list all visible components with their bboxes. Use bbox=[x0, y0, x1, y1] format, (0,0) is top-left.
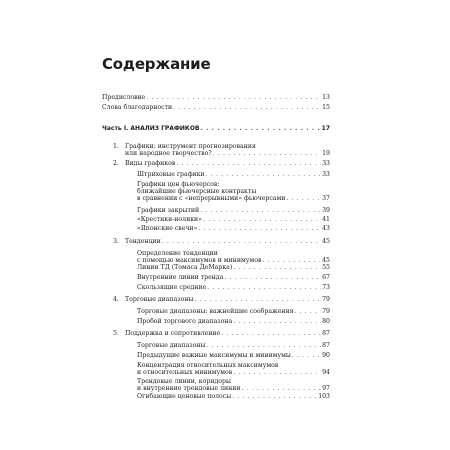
dot-leader bbox=[200, 207, 321, 214]
dot-leader bbox=[206, 342, 321, 349]
dot-leader bbox=[242, 385, 322, 392]
toc-section[interactable] bbox=[137, 264, 330, 271]
dot-leader bbox=[201, 125, 321, 132]
dot-leader bbox=[206, 171, 321, 178]
toc-section[interactable] bbox=[137, 274, 330, 281]
dot-leader bbox=[213, 150, 321, 157]
page-number: 73 bbox=[322, 284, 330, 291]
dot-leader bbox=[221, 330, 321, 337]
page-title: Содержание bbox=[102, 55, 211, 73]
page-number: 87 bbox=[322, 330, 330, 337]
toc-chapter-1[interactable] bbox=[125, 143, 330, 157]
entry-text-line: Определение тенденции bbox=[137, 250, 218, 257]
toc-section[interactable] bbox=[137, 393, 330, 400]
toc-section[interactable] bbox=[137, 352, 330, 359]
page-number: 67 bbox=[322, 274, 330, 281]
entry-text-line: Предыдущие важные максимумы и минимумы bbox=[137, 352, 291, 359]
entry-text-line: Торговые диапазоны: важнейшие соображения bbox=[137, 308, 294, 315]
toc-chapter-4[interactable] bbox=[125, 296, 330, 303]
page-number: 15 bbox=[322, 104, 330, 111]
entry-text-line: Пробой торгового диапазона bbox=[137, 318, 233, 325]
chapter-number: 3. bbox=[113, 238, 119, 245]
entry-text-line: и внутренние трендовые линии bbox=[137, 385, 241, 393]
page-number: 45 bbox=[322, 257, 330, 265]
chapter-number: 2. bbox=[113, 160, 119, 167]
entry-text-line: Поддержка и сопротивление bbox=[125, 330, 221, 337]
toc-section[interactable] bbox=[137, 318, 330, 325]
entry-text-line: «Крестики-нолики» bbox=[137, 216, 202, 223]
dot-leader bbox=[295, 308, 322, 315]
entry-text-line: Часть I. АНАЛИЗ ГРАФИКОВ bbox=[102, 125, 200, 132]
entry-text-line: Тенденции bbox=[125, 238, 161, 245]
entry-text-line: Линии ТД (Томаса ДеМарка) bbox=[137, 264, 233, 271]
page-number: 80 bbox=[322, 318, 330, 325]
entry-text-line: Внутренние линии тренда bbox=[137, 274, 224, 281]
dot-leader bbox=[233, 369, 321, 376]
dot-leader bbox=[233, 264, 321, 271]
toc-chapter-5[interactable] bbox=[125, 330, 330, 337]
toc-part-1[interactable] bbox=[102, 125, 330, 132]
toc-section[interactable] bbox=[137, 216, 330, 223]
entry-text-line: «Японские свечи» bbox=[137, 225, 198, 232]
page-number: 87 bbox=[322, 342, 330, 349]
page-number: 79 bbox=[322, 308, 330, 315]
dot-leader bbox=[232, 393, 317, 400]
page-number: 90 bbox=[322, 352, 330, 359]
dot-leader bbox=[198, 225, 321, 232]
chapter-number: 4. bbox=[113, 296, 119, 303]
chapter-number: 1. bbox=[113, 143, 119, 150]
toc-section[interactable] bbox=[137, 342, 330, 349]
entry-text-line: с помощью максимумов и минимумов bbox=[137, 257, 262, 265]
entry-text-line: Концентрация относительных максимумов bbox=[137, 362, 279, 369]
toc-section[interactable] bbox=[137, 284, 330, 291]
chapter-number: 5. bbox=[113, 330, 119, 337]
page-number: 33 bbox=[322, 160, 330, 167]
toc-section[interactable] bbox=[137, 308, 330, 315]
entry-text-line: Слова благодарности bbox=[102, 104, 173, 111]
page-number: 43 bbox=[322, 225, 330, 232]
toc-section[interactable] bbox=[137, 362, 330, 376]
page-number: 13 bbox=[322, 94, 330, 101]
toc-section[interactable] bbox=[137, 181, 330, 203]
dot-leader bbox=[203, 216, 321, 223]
page-number: 41 bbox=[322, 216, 330, 223]
page-number: 19 bbox=[322, 150, 330, 158]
entry-text-line: Графики закрытий bbox=[137, 207, 200, 214]
page-number: 97 bbox=[322, 385, 330, 393]
dot-leader bbox=[292, 352, 321, 359]
page-number: 33 bbox=[322, 171, 330, 178]
toc-section[interactable] bbox=[137, 171, 330, 178]
dot-leader bbox=[233, 318, 321, 325]
page-number: 103 bbox=[318, 393, 330, 400]
toc-section[interactable] bbox=[137, 250, 330, 264]
page-number: 17 bbox=[321, 125, 330, 132]
entry-text-line: Огибающие ценовые полосы bbox=[137, 393, 232, 400]
entry-text-line: Торговые диапазоны bbox=[125, 296, 194, 303]
toc-section[interactable] bbox=[137, 225, 330, 232]
dot-leader bbox=[176, 160, 321, 167]
page-number: 37 bbox=[322, 195, 330, 203]
toc-section[interactable] bbox=[137, 207, 330, 214]
entry-text-line: Скользящие средние bbox=[137, 284, 207, 291]
toc-chapter-2[interactable] bbox=[125, 160, 330, 167]
page-number: 39 bbox=[322, 207, 330, 214]
dot-leader bbox=[224, 274, 321, 281]
page-number: 94 bbox=[322, 369, 330, 377]
entry-text-line: или народное творчество? bbox=[125, 150, 212, 158]
toc-entry-acknowledgements[interactable] bbox=[102, 104, 330, 111]
page-number: 79 bbox=[322, 296, 330, 303]
dot-leader bbox=[207, 284, 321, 291]
entry-text-line: Графики: инструмент прогнозирования bbox=[125, 143, 256, 150]
page-number: 55 bbox=[322, 264, 330, 271]
dot-leader bbox=[146, 94, 321, 101]
entry-text-line: Предисловие bbox=[102, 94, 146, 101]
toc-section[interactable] bbox=[137, 378, 330, 392]
toc-entry-preface[interactable] bbox=[102, 94, 330, 101]
entry-text-line: Трендовые линии, коридоры bbox=[137, 378, 231, 385]
toc-chapter-3[interactable] bbox=[125, 238, 330, 245]
entry-text-line: Штриховые графики bbox=[137, 171, 205, 178]
dot-leader bbox=[173, 104, 321, 111]
entry-text-line: ближайшие фьючерсные контракты bbox=[137, 188, 257, 196]
dot-leader bbox=[194, 296, 321, 303]
entry-text-line: в сравнении с «непрерывными» фьючерсами bbox=[137, 195, 286, 203]
entry-text-line: Виды графиков bbox=[125, 160, 176, 167]
entry-text-line: Графики цен фьючерсов: bbox=[137, 181, 220, 188]
dot-leader bbox=[162, 238, 321, 245]
page-number: 45 bbox=[322, 238, 330, 245]
dot-leader bbox=[286, 195, 321, 202]
entry-text-line: и относительных минимумов bbox=[137, 369, 233, 377]
entry-text-line: Торговые диапазоны bbox=[137, 342, 206, 349]
